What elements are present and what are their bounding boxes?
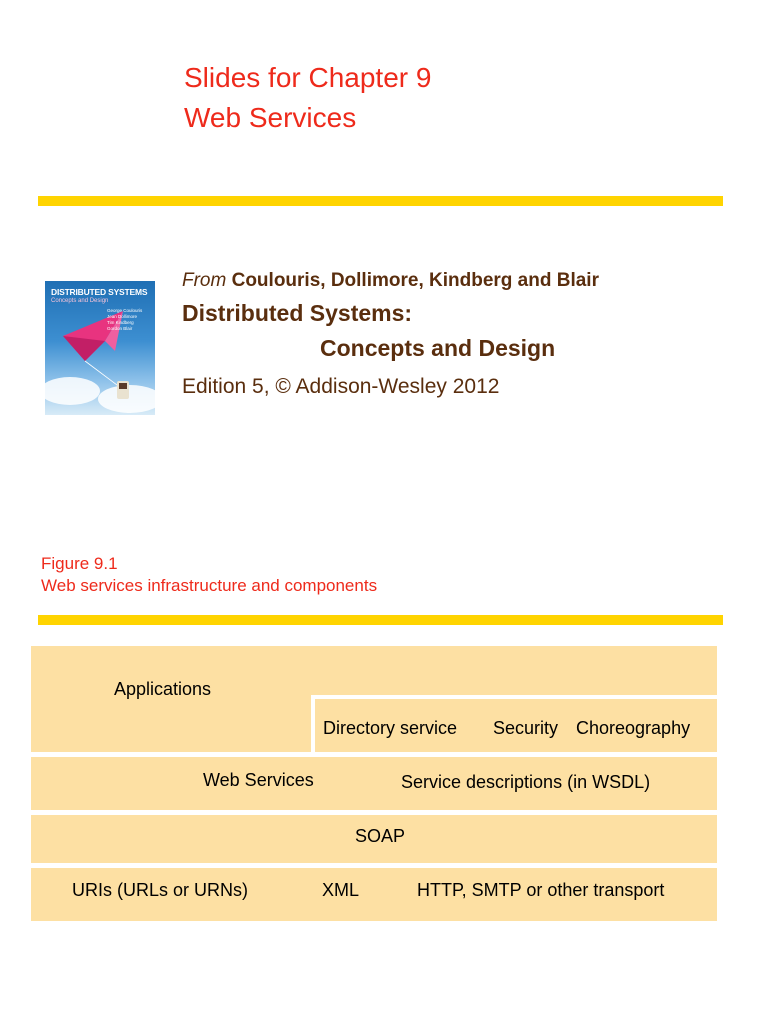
book-title-line2: Concepts and Design: [320, 335, 556, 361]
slide-title: [184, 58, 431, 138]
cover-title: DISTRIBUTED SYSTEMS: [51, 287, 148, 297]
cover-author: Tim Kindberg: [107, 320, 134, 325]
cover-subtitle: Concepts and Design: [51, 298, 109, 304]
directory-service-label: Directory service: [323, 718, 458, 738]
xml-label: XML: [322, 880, 360, 900]
service-descriptions-label: Service descriptions (in WSDL): [401, 772, 651, 792]
book-attribution: [182, 270, 599, 292]
cover-author: George Coulouris: [107, 308, 143, 313]
choreography-label: Choreography: [576, 718, 691, 738]
book-title-line1: Distributed Systems:: [182, 300, 413, 326]
book-edition: Edition 5, © Addison-Wesley 2012: [182, 375, 500, 398]
book-cover-image: [45, 281, 155, 415]
cover-author: Jean Dollimore: [107, 314, 138, 319]
security-label: Security: [493, 718, 559, 738]
from-word: From: [182, 270, 227, 291]
figure-caption: [41, 553, 377, 597]
top-divider: [38, 196, 723, 206]
slide-title-line2: Web Services: [184, 102, 357, 133]
applications-label: Applications: [114, 679, 212, 699]
cover-author: Gordon Blair: [107, 326, 133, 331]
uris-label: URIs (URLs or URNs): [72, 880, 249, 900]
figure-number: Figure 9.1: [41, 554, 118, 573]
web-services-label: Web Services: [203, 770, 314, 790]
book-authors: Coulouris, Dollimore, Kindberg and Blair: [231, 270, 599, 291]
transport-label: HTTP, SMTP or other transport: [417, 880, 665, 900]
soap-label: SOAP: [355, 826, 406, 846]
applications-block-left: [31, 694, 311, 752]
figure-divider: [38, 615, 723, 625]
slide-title-line1: Slides for Chapter 9: [184, 62, 432, 93]
figure-title: Web services infrastructure and components: [41, 576, 378, 595]
cover-authors: [107, 308, 142, 332]
